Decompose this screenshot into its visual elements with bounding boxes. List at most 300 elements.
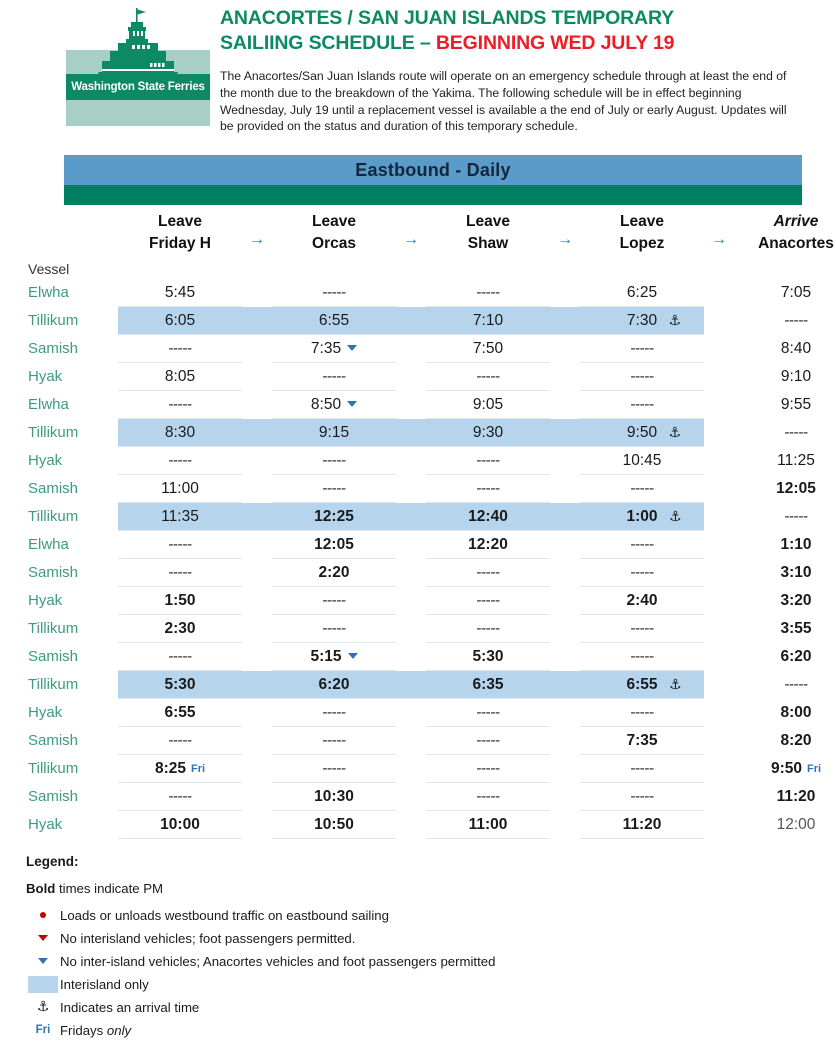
time-value-wrapper (784, 424, 807, 442)
row-gap-cell (550, 531, 580, 559)
legend-item-label (60, 978, 149, 991)
time-value-wrapper (630, 788, 653, 806)
time-value-wrapper (780, 592, 811, 610)
vessel-name: Tillikum (28, 676, 79, 694)
legend (26, 855, 836, 1042)
time-value-wrapper (630, 340, 653, 358)
arrow-right-icon: → (403, 231, 419, 249)
time-value: 8:25 (154, 759, 186, 777)
departure-time-cell (580, 391, 704, 419)
no-service-dash: ----- (476, 731, 500, 749)
row-gap-cell (396, 811, 426, 839)
row-gap-cell (550, 279, 580, 307)
legend-item (26, 904, 836, 927)
arrival-time-cell (734, 699, 836, 727)
arrival-time-anchor-icon: ⚓ (668, 312, 682, 329)
time-value-wrapper (168, 536, 191, 554)
legend-item (26, 1019, 836, 1042)
column-header-row (0, 205, 836, 259)
time-value-wrapper (776, 480, 816, 498)
arrival-time-anchor-icon: ⚓ (668, 424, 682, 441)
departure-time-cell (580, 699, 704, 727)
time-value-wrapper (630, 564, 653, 582)
time-value-wrapper (781, 340, 811, 358)
vessel-name: Tillikum (28, 620, 79, 638)
departure-time-cell (426, 559, 550, 587)
time-value-wrapper (476, 620, 499, 638)
red-dot-icon (26, 904, 60, 927)
no-service-dash: ----- (168, 395, 192, 413)
no-service-dash: ----- (168, 731, 192, 749)
vessel-name: Hyak (28, 452, 63, 470)
departure-time-cell (580, 559, 704, 587)
column-header-line1: Leave (158, 213, 202, 231)
departure-time-cell (118, 503, 242, 531)
no-interisland-vehicles-triangle-icon (347, 345, 357, 351)
time-value-wrapper (473, 312, 503, 330)
schedule-row (0, 783, 836, 811)
row-gap-cell (242, 531, 272, 559)
column-header-anacortes (734, 205, 836, 259)
time-value-wrapper (630, 648, 653, 666)
departure-time-cell (118, 727, 242, 755)
row-gap-cell (550, 391, 580, 419)
no-service-dash: ----- (630, 367, 654, 385)
row-gap-cell (550, 475, 580, 503)
time-value-wrapper (168, 452, 191, 470)
no-service-dash: ----- (322, 703, 346, 721)
departure-time-cell (580, 783, 704, 811)
departure-time-cell (580, 419, 704, 447)
time-value-wrapper (781, 396, 811, 414)
row-gap-cell (704, 419, 734, 447)
time-value-wrapper (310, 648, 357, 666)
time-value: 8:30 (164, 423, 196, 441)
no-service-dash: ----- (322, 759, 346, 777)
column-header-line2: Orcas (312, 235, 356, 253)
time-value: 2:40 (626, 591, 658, 609)
time-value-wrapper (473, 340, 503, 358)
time-value-wrapper (318, 564, 349, 582)
time-value-wrapper (771, 760, 821, 778)
row-gap-cell (396, 531, 426, 559)
arrival-time-cell (734, 419, 836, 447)
row-gap-cell (242, 391, 272, 419)
row-gap-cell (396, 419, 426, 447)
time-value: 9:55 (780, 395, 812, 413)
legend-bold-note (26, 882, 836, 895)
time-value-wrapper (318, 676, 349, 694)
column-header-line1: Leave (466, 213, 510, 231)
departure-time-cell (118, 531, 242, 559)
vessel-name: Samish (28, 648, 79, 666)
title-line-1: ANACORTES / SAN JUAN ISLANDS TEMPORARY (220, 7, 675, 29)
departure-time-cell (118, 447, 242, 475)
row-gap-cell (396, 559, 426, 587)
page-header (0, 0, 836, 135)
time-value: 1:00 (626, 507, 658, 525)
time-value-wrapper (155, 760, 205, 778)
row-gap-cell (550, 671, 580, 699)
row-gap-cell (396, 279, 426, 307)
row-gap-cell (242, 419, 272, 447)
schedule-row (0, 671, 836, 699)
arrow-right-icon: → (711, 231, 727, 249)
arrival-time-cell (734, 811, 836, 839)
departure-time-cell (426, 671, 550, 699)
no-service-dash: ----- (322, 731, 346, 749)
departure-time-cell (272, 671, 396, 699)
red-triangle-shape (38, 935, 48, 941)
no-service-dash: ----- (476, 619, 500, 637)
departure-time-cell (272, 531, 396, 559)
no-service-dash: ----- (630, 395, 654, 413)
time-value: 12:40 (468, 507, 508, 525)
row-gap-cell (550, 363, 580, 391)
time-value-wrapper (161, 508, 199, 526)
no-service-dash: ----- (630, 759, 654, 777)
row-gap-cell (704, 363, 734, 391)
time-value: 9:30 (472, 423, 504, 441)
departure-time-cell (426, 811, 550, 839)
departure-time-cell (580, 335, 704, 363)
schedule-row (0, 727, 836, 755)
departure-time-cell (272, 363, 396, 391)
time-value-wrapper (784, 508, 807, 526)
departure-time-cell (272, 419, 396, 447)
schedule-table (0, 205, 836, 839)
no-service-dash: ----- (784, 423, 808, 441)
time-value-wrapper (314, 508, 354, 526)
wsf-logo (66, 4, 210, 126)
intro-paragraph: The Anacortes/San Juan Islands route will operate on an emergency schedule through at least the end of the month due to the breakdown of the Yakima. The following schedule will be in effect beginning Wednesday, July 19 until a replacement vessel is available a the end of July or early August. Updates will be provided on the status and duration of this temporary schedule. (220, 68, 787, 134)
row-gap-cell (704, 643, 734, 671)
time-value-wrapper (168, 340, 191, 358)
departure-time-cell (118, 279, 242, 307)
time-value-wrapper (168, 396, 191, 414)
time-value-wrapper (630, 396, 653, 414)
no-service-dash: ----- (476, 283, 500, 301)
time-value-wrapper (168, 732, 191, 750)
row-gap-cell (550, 783, 580, 811)
column-header-friday-h (118, 205, 242, 259)
schedule-section (0, 155, 836, 839)
arrival-time-cell (734, 503, 836, 531)
vessel-name: Hyak (28, 704, 63, 722)
time-value: 9:50 (626, 423, 658, 441)
time-value-wrapper (165, 284, 195, 302)
departure-time-cell (580, 307, 704, 335)
row-gap-cell (242, 363, 272, 391)
row-gap-cell (396, 475, 426, 503)
time-value: 8:05 (164, 367, 196, 385)
no-service-dash: ----- (630, 479, 654, 497)
time-value: 11:35 (161, 507, 199, 525)
time-value-wrapper (165, 368, 195, 386)
departure-time-cell (426, 699, 550, 727)
departure-time-cell (118, 363, 242, 391)
departure-time-cell (580, 755, 704, 783)
time-value-wrapper (626, 507, 682, 526)
vessel-label-row (0, 259, 836, 279)
schedule-row (0, 587, 836, 615)
time-value-wrapper (160, 816, 200, 834)
time-value-wrapper (165, 312, 195, 330)
departure-time-cell (118, 811, 242, 839)
departure-time-cell (426, 279, 550, 307)
time-value-wrapper (322, 368, 345, 386)
departure-time-cell (272, 755, 396, 783)
departure-time-cell (272, 559, 396, 587)
schedule-row (0, 447, 836, 475)
time-value-wrapper (168, 648, 191, 666)
legend-item (26, 927, 836, 950)
arrival-time-anchor-icon: ⚓ (668, 676, 682, 693)
arrival-time-cell (734, 391, 836, 419)
time-value-wrapper (623, 816, 662, 834)
row-gap-cell (242, 559, 272, 587)
row-gap-cell (396, 391, 426, 419)
row-gap-cell (704, 615, 734, 643)
row-gap-cell (550, 587, 580, 615)
time-value: 11:20 (776, 787, 816, 805)
time-value: 6:55 (318, 311, 350, 329)
arrival-time-cell (734, 363, 836, 391)
arrival-time-cell (734, 279, 836, 307)
time-value-wrapper (626, 675, 682, 694)
time-value: 9:15 (318, 423, 350, 441)
no-service-dash: ----- (322, 479, 346, 497)
departure-time-cell (426, 587, 550, 615)
vessel-column-label: Vessel (28, 261, 70, 278)
schedule-row (0, 559, 836, 587)
departure-time-cell (580, 363, 704, 391)
row-gap-cell (550, 615, 580, 643)
vessel-name: Tillikum (28, 760, 79, 778)
no-service-dash: ----- (322, 283, 346, 301)
no-service-dash: ----- (168, 563, 192, 581)
title-line-2-red: BEGINNING WED JULY 19 (435, 31, 675, 54)
time-value: 10:50 (314, 815, 354, 833)
time-value: 12:00 (776, 815, 816, 833)
row-gap-cell (242, 475, 272, 503)
time-value-wrapper (784, 312, 807, 330)
departure-time-cell (118, 643, 242, 671)
time-value-wrapper (468, 508, 508, 526)
row-gap-cell (396, 783, 426, 811)
departure-time-cell (272, 335, 396, 363)
time-value-wrapper (314, 536, 354, 554)
departure-time-cell (272, 699, 396, 727)
time-value: 7:10 (472, 311, 504, 329)
time-value-wrapper (476, 452, 499, 470)
time-value: 11:00 (161, 479, 199, 497)
vessel-name: Samish (28, 732, 79, 750)
time-value: 11:25 (777, 451, 815, 469)
time-value-wrapper (780, 648, 811, 666)
time-value-wrapper (780, 704, 811, 722)
departure-time-cell (426, 475, 550, 503)
departure-time-cell (580, 615, 704, 643)
time-value-wrapper (630, 620, 653, 638)
vessel-name: Elwha (28, 536, 69, 554)
no-service-dash: ----- (630, 535, 654, 553)
departure-time-cell (426, 643, 550, 671)
time-value: 12:20 (468, 535, 508, 553)
fridays-only-marker: Fri (190, 762, 206, 775)
no-service-dash: ----- (630, 339, 654, 357)
row-gap-cell (704, 755, 734, 783)
time-value: 8:50 (310, 395, 342, 413)
no-service-dash: ----- (476, 367, 500, 385)
row-gap-cell (242, 447, 272, 475)
time-value: 3:55 (780, 619, 812, 637)
fri-glyph: Fri (35, 1023, 51, 1036)
departure-time-cell (426, 391, 550, 419)
schedule-banner: Eastbound - Daily (64, 155, 802, 185)
time-value-wrapper (777, 788, 816, 806)
time-value-wrapper (469, 816, 508, 834)
time-value-wrapper (165, 424, 195, 442)
arrival-time-cell (734, 671, 836, 699)
row-gap-cell (396, 671, 426, 699)
row-gap-cell (704, 727, 734, 755)
row-gap-cell (242, 755, 272, 783)
departure-time-cell (272, 391, 396, 419)
departure-time-cell (426, 447, 550, 475)
time-value-wrapper (630, 368, 653, 386)
departure-time-cell (272, 447, 396, 475)
time-value-wrapper (626, 732, 657, 750)
row-gap-cell (242, 279, 272, 307)
time-value: 3:20 (780, 591, 812, 609)
departure-time-cell (272, 307, 396, 335)
time-value-wrapper (322, 284, 345, 302)
time-value-wrapper (472, 676, 503, 694)
time-value-wrapper (311, 340, 357, 358)
departure-time-cell (426, 363, 550, 391)
row-gap-cell (396, 447, 426, 475)
departure-time-cell (118, 671, 242, 699)
time-value-wrapper (626, 311, 682, 330)
time-value-wrapper (473, 424, 503, 442)
time-value: 5:30 (164, 675, 196, 693)
departure-time-cell (118, 783, 242, 811)
arrow-right-icon: → (557, 231, 573, 249)
time-value: 5:45 (164, 283, 196, 301)
legend-item (26, 996, 836, 1019)
time-value-wrapper (476, 480, 499, 498)
time-value: 2:30 (164, 619, 196, 637)
departure-time-cell (580, 475, 704, 503)
time-value: 12:05 (776, 479, 816, 497)
column-header-orcas (272, 205, 396, 259)
departure-time-cell (272, 727, 396, 755)
departure-time-cell (580, 279, 704, 307)
time-value-wrapper (322, 732, 345, 750)
time-value-wrapper (472, 648, 503, 666)
time-value: 8:00 (780, 703, 812, 721)
arrival-time-cell (734, 615, 836, 643)
time-value-wrapper (164, 592, 195, 610)
row-gap-cell (242, 643, 272, 671)
time-value: 12:25 (314, 507, 354, 525)
no-service-dash: ----- (630, 787, 654, 805)
arrival-time-cell (734, 783, 836, 811)
time-value-wrapper (473, 396, 503, 414)
arrival-time-cell (734, 643, 836, 671)
row-gap-cell (704, 447, 734, 475)
header-spacer (0, 205, 118, 259)
time-value-wrapper (468, 536, 508, 554)
time-value-wrapper (319, 312, 349, 330)
vessel-name: Tillikum (28, 312, 79, 330)
no-service-dash: ----- (630, 619, 654, 637)
vessel-name: Hyak (28, 816, 63, 834)
row-gap-cell (242, 699, 272, 727)
row-gap-cell (396, 727, 426, 755)
time-value-wrapper (630, 536, 653, 554)
time-value: 7:50 (472, 339, 504, 357)
row-gap-cell (550, 811, 580, 839)
no-service-dash: ----- (322, 619, 346, 637)
row-gap-cell (242, 335, 272, 363)
time-value: 7:35 (626, 731, 658, 749)
no-service-dash: ----- (784, 507, 808, 525)
legend-item-text: Interisland only (60, 976, 149, 992)
departure-time-cell (118, 391, 242, 419)
no-service-dash: ----- (322, 367, 346, 385)
time-value: 10:45 (622, 451, 662, 469)
vessel-name: Hyak (28, 368, 63, 386)
row-gap-cell (550, 643, 580, 671)
legend-bold-rest: times indicate PM (55, 880, 164, 896)
time-value-wrapper (322, 620, 345, 638)
schedule-banner-accent (64, 185, 802, 205)
time-value: 9:10 (780, 367, 812, 385)
departure-time-cell (426, 503, 550, 531)
logo-wordmark: Washington State Ferries (66, 74, 210, 100)
departure-time-cell (272, 587, 396, 615)
no-service-dash: ----- (168, 535, 192, 553)
legend-item-label (60, 932, 355, 945)
row-gap-cell (396, 363, 426, 391)
schedule-row (0, 811, 836, 839)
time-value: 9:50 (770, 759, 802, 777)
time-value-wrapper (623, 452, 662, 470)
vessel-name: Elwha (28, 396, 69, 414)
row-gap-cell (396, 615, 426, 643)
time-value-wrapper (777, 452, 815, 470)
time-value-wrapper (630, 704, 653, 722)
row-gap-cell (550, 559, 580, 587)
no-service-dash: ----- (630, 563, 654, 581)
departure-time-cell (118, 755, 242, 783)
time-value: 1:50 (164, 591, 196, 609)
departure-time-cell (118, 307, 242, 335)
no-service-dash: ----- (322, 451, 346, 469)
time-value: 7:35 (310, 339, 342, 357)
no-service-dash: ----- (630, 703, 654, 721)
no-service-dash: ----- (476, 563, 500, 581)
schedule-row (0, 615, 836, 643)
time-value-wrapper (164, 704, 195, 722)
time-value-wrapper (476, 368, 499, 386)
row-gap-cell (704, 391, 734, 419)
legend-item-text: Indicates an arrival time (60, 999, 200, 1015)
anchor-icon (26, 996, 60, 1019)
no-service-dash: ----- (476, 451, 500, 469)
